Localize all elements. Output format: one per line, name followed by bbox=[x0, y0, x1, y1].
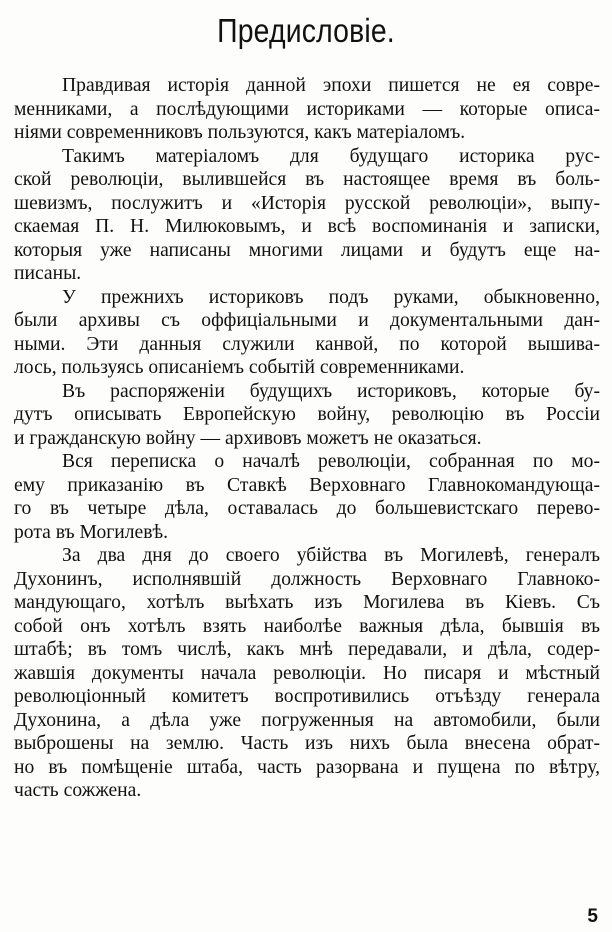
text-line: которыя уже написаны многими лицами и будутъ еще на- bbox=[14, 239, 600, 261]
text-line: За два дня до своего убійства въ Могилевѣ, генералъ bbox=[62, 545, 600, 566]
text-line: ными. Эти данныя служили канвой, по которой вышива- bbox=[14, 333, 600, 355]
text-line: Духонина, а дѣла уже погруженныя на автомобили, были bbox=[14, 709, 600, 731]
text-line: скаемая П. Н. Милюковымъ, и всѣ воспоминанія и записки, bbox=[14, 216, 600, 237]
text-line: мандующаго, хотѣлъ выѣхать изъ Могилева въ Кіевъ. Съ bbox=[14, 592, 600, 613]
text-line: Въ распоряженіи будущихъ историковъ, которые бу- bbox=[62, 380, 600, 402]
text-line: Духонинъ, исполнявшій должность Верховнаго Главноко- bbox=[14, 568, 600, 590]
text-line: У прежнихъ историковъ подъ руками, обыкновенно, bbox=[62, 286, 600, 308]
text-line: Такимъ матеріаломъ для будущаго историка рус- bbox=[62, 145, 600, 167]
text-line: но въ помѣщеніе штаба, часть разорвана и пущена по вѣтру, bbox=[14, 756, 600, 778]
text-line: рота въ Могилевѣ. bbox=[14, 521, 169, 543]
text-line: штабѣ; въ томъ числѣ, какъ мнѣ передавали, и дѣла, содер- bbox=[14, 639, 600, 660]
text-line: Правдивая исторія данной эпохи пишется не ея совре- bbox=[62, 75, 600, 96]
text-line: дутъ описывать Европейскую войну, революцію въ Россіи bbox=[14, 404, 600, 425]
text-line: менниками, а послѣдующими историками — которые описа- bbox=[14, 98, 600, 120]
text-line: го въ четыре дѣла, оставалась до большевистскаго перево- bbox=[14, 498, 600, 519]
page-title: Предисловіе. bbox=[217, 12, 395, 49]
body-text bbox=[14, 74, 600, 803]
text-line: собой онъ хотѣлъ взять наиболѣе важныя дѣла, бывшія въ bbox=[14, 615, 600, 637]
text-line: ніями современниковъ пользуются, какъ матеріаломъ. bbox=[14, 122, 466, 143]
text-line: ской революціи, вылившейся въ настоящее время въ боль- bbox=[14, 169, 600, 190]
text-line: лось, пользуясь описаніемъ событій современниками. bbox=[14, 357, 465, 378]
text-line: писаны. bbox=[14, 263, 82, 284]
text-line: шевизмъ, послужитъ и «Исторія русской революціи», выпу- bbox=[14, 192, 600, 214]
text-line: были архивы съ оффиціальными и документальными дан- bbox=[14, 310, 600, 331]
text-line: жавшія документы начала революціи. Но писаря и мѣстный bbox=[14, 662, 600, 684]
text-line: ему приказанію въ Ставкѣ Верховнаго Главнокомандующа- bbox=[14, 474, 600, 496]
text-line: революціонный комитетъ воспротивились отъѣзду генерала bbox=[14, 686, 600, 707]
text-line: выброшены на землю. Часть изъ нихъ была внесена обрат- bbox=[14, 733, 600, 754]
text-line: часть сожжена. bbox=[14, 780, 142, 801]
text-line: Вся переписка о началѣ революціи, собранная по мо- bbox=[62, 451, 600, 472]
text-line: и гражданскую войну — архивовъ можетъ не оказаться. bbox=[14, 427, 482, 449]
page-number: 5 bbox=[587, 906, 598, 927]
